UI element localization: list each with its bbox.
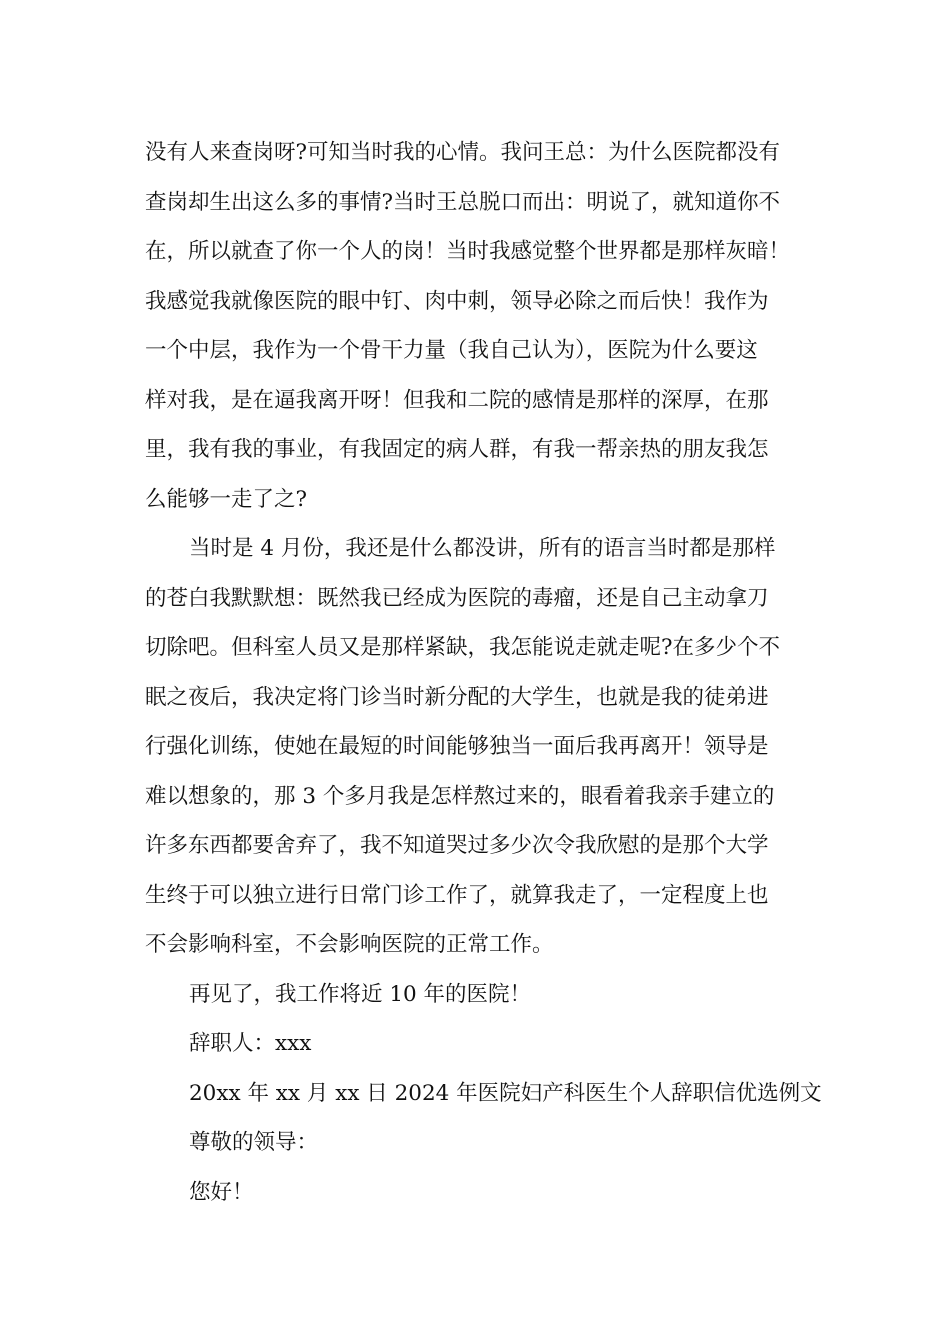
text-line: 一个中层，我作为一个骨干力量（我自己认为），医院为什么要这 <box>145 338 758 363</box>
text-line: 么能够一走了之? <box>145 486 308 512</box>
text-line: 许多东西都要舍弃了，我不知道哭过多少次令我欣慰的是那个大学 <box>145 833 769 858</box>
text-line: 在，所以就查了你一个人的岗！当时我感觉整个世界都是那样灰暗！ <box>145 239 791 264</box>
text-line: 没有人来查岗呀?可知当时我的心情。我问王总：为什么医院都没有 <box>145 140 781 165</box>
text-line: 难以想象的，那 3 个多月我是怎样熬过来的，眼看着我亲手建立的 <box>145 783 775 809</box>
text-line: 眠之夜后，我决定将门诊当时新分配的大学生，也就是我的徒弟进 <box>145 684 769 710</box>
text-line: 不会影响科室，不会影响医院的正常工作。 <box>145 932 554 957</box>
text-line: 切除吧。但科室人员又是那样紧缺，我怎能说走就走呢?在多少个不 <box>145 635 781 660</box>
date-title-line: 20xx 年 xx 月 xx 日 2024 年医院妇产科医生个人辞职信优选例文 <box>189 1080 822 1106</box>
farewell-line: 再见了，我工作将近 10 年的医院！ <box>189 981 532 1007</box>
text-line: 生终于可以独立进行日常门诊工作了，就算我走了，一定程度上也 <box>145 882 769 908</box>
text-line: 我感觉我就像医院的眼中钉、肉中刺，领导必除之而后快！我作为 <box>145 288 769 314</box>
text-line: 当时是 4 月份，我还是什么都没讲，所有的语言当时都是那样 <box>189 536 776 561</box>
paragraph-1 <box>145 128 809 524</box>
text-line: 的苍白我默默想：既然我已经成为医院的毒瘤，还是自己主动拿刀 <box>145 585 769 611</box>
text-line: 样对我，是在逼我离开呀！但我和二院的感情是那样的深厚，在那 <box>145 387 769 413</box>
greeting-line: 您好！ <box>189 1179 254 1205</box>
text-line: 行强化训练，使她在最短的时间能够独当一面后我再离开！领导是 <box>145 734 769 759</box>
text-line: 里，我有我的事业，有我固定的病人群，有我一帮亲热的朋友我怎 <box>145 437 769 462</box>
text-line: 查岗却生出这么多的事情?当时王总脱口而出：明说了，就知道你不 <box>145 189 781 215</box>
salutation-line: 尊敬的领导： <box>189 1130 319 1155</box>
paragraph-2 <box>145 524 809 970</box>
signature-line: 辞职人：xxx <box>189 1031 312 1056</box>
letter-body <box>145 128 822 1217</box>
